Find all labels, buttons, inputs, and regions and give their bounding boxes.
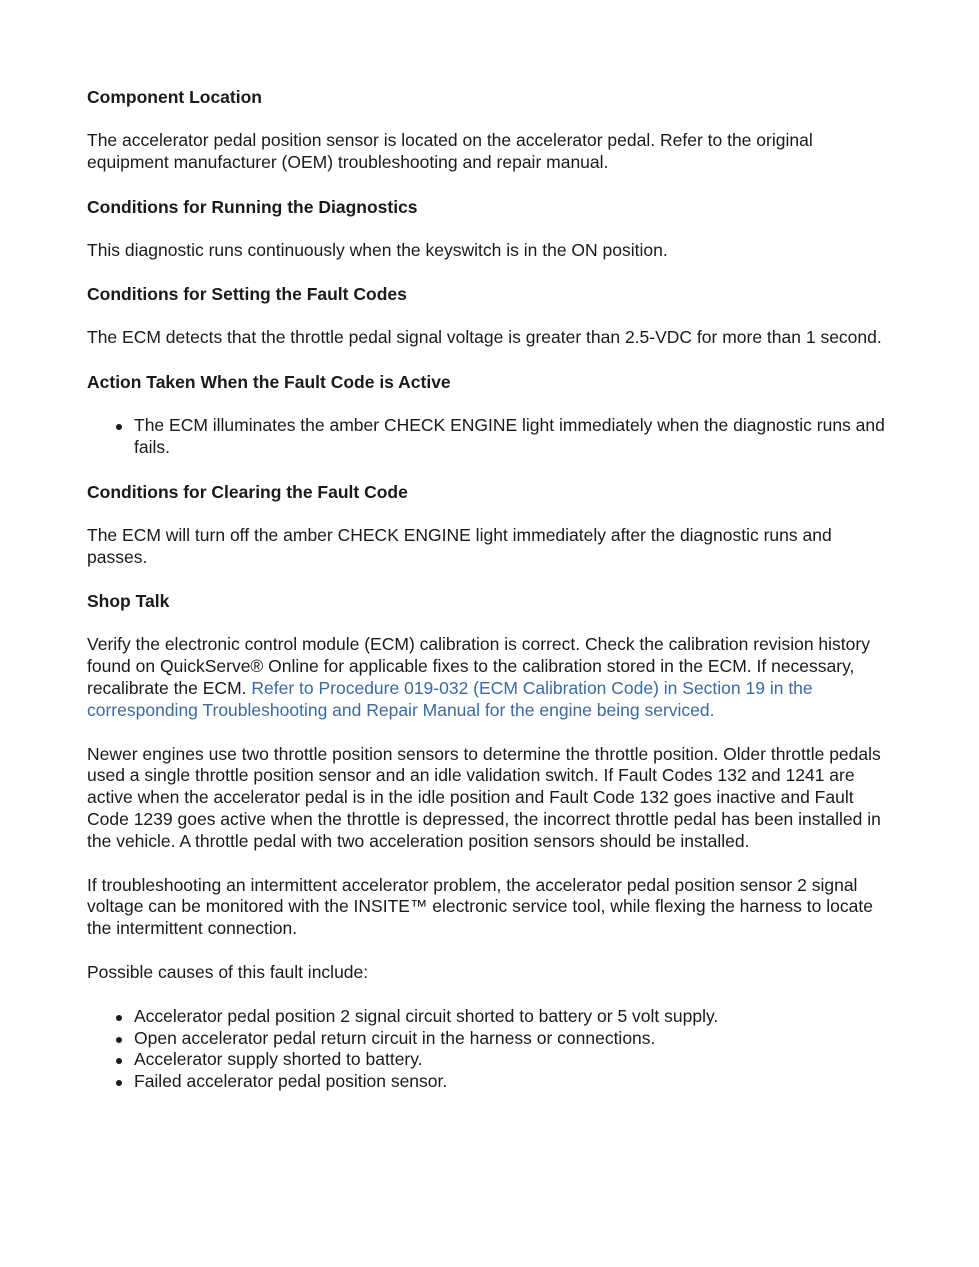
- text-running-diagnostics: This diagnostic runs continuously when the keyswitch is in the ON position.: [87, 239, 668, 260]
- text-shop-talk-intermittent: If troubleshooting an intermittent accelerator problem, the accelerator pedal position sensor 2 signal voltage can be monitored with the INSITE™ electronic service tool, while flexing the harness to locate the intermittent connection.: [87, 874, 873, 939]
- text-clearing-fault-code: The ECM will turn off the amber CHECK ENGINE light immediately after the diagnostic runs and passes.: [87, 524, 832, 567]
- bullet-icon: [116, 424, 122, 430]
- list-item: [134, 1006, 892, 1028]
- text-component-location: The accelerator pedal position sensor is located on the accelerator pedal. Refer to the original equipment manufacturer (OEM) troubleshooting and repair manual.: [87, 130, 813, 172]
- bullet-icon: [116, 1080, 122, 1086]
- document-page: [87, 86, 892, 1093]
- list-item-text: Accelerator pedal position 2 signal circuit shorted to battery or 5 volt supply.: [134, 1005, 719, 1026]
- list-item-text: Accelerator supply shorted to battery.: [134, 1049, 423, 1070]
- list-item-text: The ECM illuminates the amber CHECK ENGINE light immediately when the diagnostic runs and fails.: [134, 415, 885, 457]
- heading-shop-talk: Shop Talk: [87, 591, 170, 612]
- text-shop-talk-calibration: [87, 634, 892, 721]
- bullet-icon: [116, 1037, 122, 1043]
- bullet-icon: [116, 1058, 122, 1064]
- list-item: [134, 415, 892, 459]
- text-shop-talk-sensors: Newer engines use two throttle position sensors to determine the throttle position. Older throttle pedals used a single throttle position sensor and an idle validation switch. If Fault Codes 132 and 1241 are active when the accelerator pedal is in the idle position and Fault Code 132 goes inactive and Fault Code 1239 goes active when the throttle is depressed, the incorrect throttle pedal has been installed in the vehicle. A throttle pedal with two acceleration position sensors should be installed.: [87, 743, 881, 851]
- calibration-text: Verify the electronic control module (ECM) calibration is correct. Check the calibration revision history found on QuickServe® Online for applicable fixes to the calibration stored in the ECM. If necessary, recalibrate the ECM.: [87, 634, 870, 698]
- heading-component-location: Component Location: [87, 87, 262, 107]
- list-item-text: Open accelerator pedal return circuit in the harness or connections.: [134, 1027, 656, 1048]
- heading-setting-fault-codes: Conditions for Setting the Fault Codes: [87, 284, 407, 305]
- list-item: [134, 1049, 892, 1071]
- list-item-text: Failed accelerator pedal position sensor.: [134, 1071, 448, 1092]
- procedure-link[interactable]: Refer to Procedure 019-032 (ECM Calibration Code) in Section 19 in the corresponding Troubleshooting and Repair Manual for the engine being serviced.: [87, 677, 813, 720]
- heading-action-taken: Action Taken When the Fault Code is Active: [87, 372, 451, 393]
- text-setting-fault-codes: The ECM detects that the throttle pedal signal voltage is greater than 2.5-VDC for more than 1 second.: [87, 327, 882, 348]
- text-possible-causes-intro: Possible causes of this fault include:: [87, 961, 369, 982]
- possible-causes-list: [87, 1006, 892, 1093]
- list-item: [134, 1071, 892, 1093]
- list-item: [134, 1028, 892, 1050]
- bullet-icon: [116, 1015, 122, 1021]
- action-taken-list: [87, 415, 892, 459]
- heading-clearing-fault-code: Conditions for Clearing the Fault Code: [87, 481, 408, 502]
- heading-running-diagnostics: Conditions for Running the Diagnostics: [87, 196, 418, 217]
